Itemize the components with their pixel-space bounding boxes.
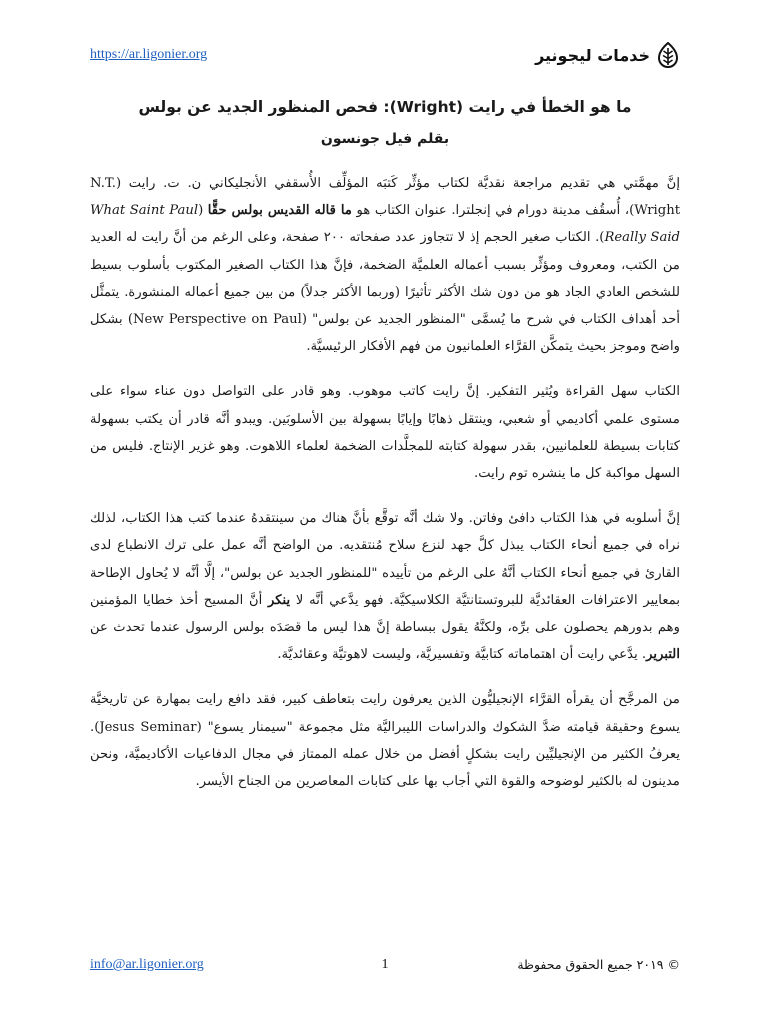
- paragraph-4: من المرجَّح أن يقرأه القرَّاء الإنجيليُّون الذين يعرفون رايت بتعاطف كبير، فقد دافع رايت بمهارة عن تاريخيَّة يسوع وحقيقة قيامته ضدَّ الشكوك والدراسات الليبراليَّة مثل مجموعة "سيمنار يسوع" (Jesus Seminar). يعرفُ الكثير من الإنجيليِّين رايت بشكلٍ أفضل من خلال عمله الممتاز في مجال الدفاعيات الأكاديميَّة، ونحن مدينون له بالكثير لوضوحه والقوة التي أجاب بها على كتابات المعاصرين من الجناح الأيسر.: [90, 692, 680, 790]
- copyright-notice: © ٢٠١٩ جميع الحقوق محفوظة: [517, 957, 680, 972]
- paragraph-1-text-c: ). الكتاب صغير الحجم إذ لا تتجاوز عدد صفحاته ٢٠٠ صفحة، وعلى الرغم من أنَّ رايت له العديد من الكتب، ومعروف ومؤثِّر بسبب أعماله العلميَّة الضخمة، فإنَّ هذا الكتاب الصغير المكتوب بأسلوب بسيط للشخص العادي الجاد هو من دون شك الأكثر تأثيرًا (وربما الأكثر جدلاً) من بين جميع أعماله المنشورة. يتمثَّل أحد أهداف الكتاب في شرح ما يُسمَّى "المنظور الجديد عن بولس" (New Perspective on Paul) بشكل واضح وموجز بحيث يتمكَّن القرَّاء العلمانيون من فهم الأفكار الرئيسيَّة.: [90, 230, 681, 355]
- page-footer: [90, 955, 680, 977]
- book-title-arabic: ما قاله القديس بولس حقًّا: [207, 203, 352, 219]
- brand-name: خدمات ليجونير: [535, 45, 650, 65]
- page-header: [90, 40, 680, 74]
- paragraph-3-text-c: . يدَّعي رايت أن اهتماماته كتابيَّة وتفسيريَّة، وليست لاهوتيَّة وعقائديَّة.: [277, 647, 647, 663]
- contact-email-link[interactable]: info@ar.ligonier.org: [90, 957, 204, 972]
- paragraph-3-text-b: أنَّ المسيح أخذ خطايا المؤمنين وهم بدورهم يحصلون على برِّه، ولكنَّهُ يقول ببساطة إنَّ هذا ليس ما قصَدَه بولس الرسول عندما تحدث عن: [90, 592, 680, 636]
- paragraph-3: [90, 505, 680, 668]
- ligonier-flame-logo-icon: [656, 42, 680, 68]
- emphasis-deny: ينكر: [268, 592, 291, 608]
- emphasis-justification: التبرير: [646, 647, 680, 663]
- article-author: بقلم فيل جونسون: [320, 131, 450, 147]
- article-body: [90, 170, 680, 813]
- paragraph-1-text-a: إنَّ مهمَّتي هي تقديم مراجعة نقديَّة لكتاب مؤثِّر كَتبَه المؤلِّف الأُسقفي الأنجليكاني ن. ت. رايت (N.T. Wright)، أُسقُف مدينة دورام في إنجلترا. عنوان الكتاب هو: [90, 176, 680, 219]
- paragraph-3-text-a: إنَّ أسلوبه في هذا الكتاب دافئ وفاتن. ولا شك أنَّه توقَّع بأنَّ هناك من سينتقدهُ عندما كتب هذا الكتاب، لذلك نراه في جميع أنحاء الكتاب يبذل كلَّ جهد لنزع سلاح مُنتقديه. من الواضح أنَّه عمل على ترك الانطباع لدى القارئ في جميع أنحاء الكتاب أنَّهُ على الرغم من تأييده "للمنظور الجديد عن بولس"، إلَّا أنَّه لا يُحاول الإطاحة بمعايير الاعترافات العقائديَّة للبروتستانتيَّة الكلاسيكيَّة. فهو يدَّعي أنَّه لا: [90, 511, 680, 608]
- paragraph-1: [90, 170, 680, 360]
- book-title-english: What Saint Paul Really Said: [90, 203, 680, 246]
- site-url-link[interactable]: https://ar.ligonier.org: [90, 47, 208, 62]
- paragraph-1-text-b: (: [198, 203, 208, 219]
- brand: [535, 42, 680, 68]
- article-title: ما هو الخطأ في رايت (Wright): فحص المنظور الجديد عن بولس: [138, 98, 632, 116]
- paragraph-2: الكتاب سهل القراءة ويُثير التفكير. إنَّ رايت كاتب موهوب. وهو قادر على التواصل دون عناء سواء على مستوى علمي أكاديمي أو شعبي، وينتقل ذهابًا وإيابًا بسهولة بين الأسلوبَين. ويبدو أنَّه قادر أن يكتب بسهولة كتابات بسيطة للعلمانيين، بقدر سهولة كتابته للمجلَّدات الضخمة لعلماء اللاهوت. وهو غزير الإنتاج. فليس من السهل مواكبة كل ما ينشره توم رايت.: [90, 384, 680, 482]
- page-number: 1: [381, 957, 389, 972]
